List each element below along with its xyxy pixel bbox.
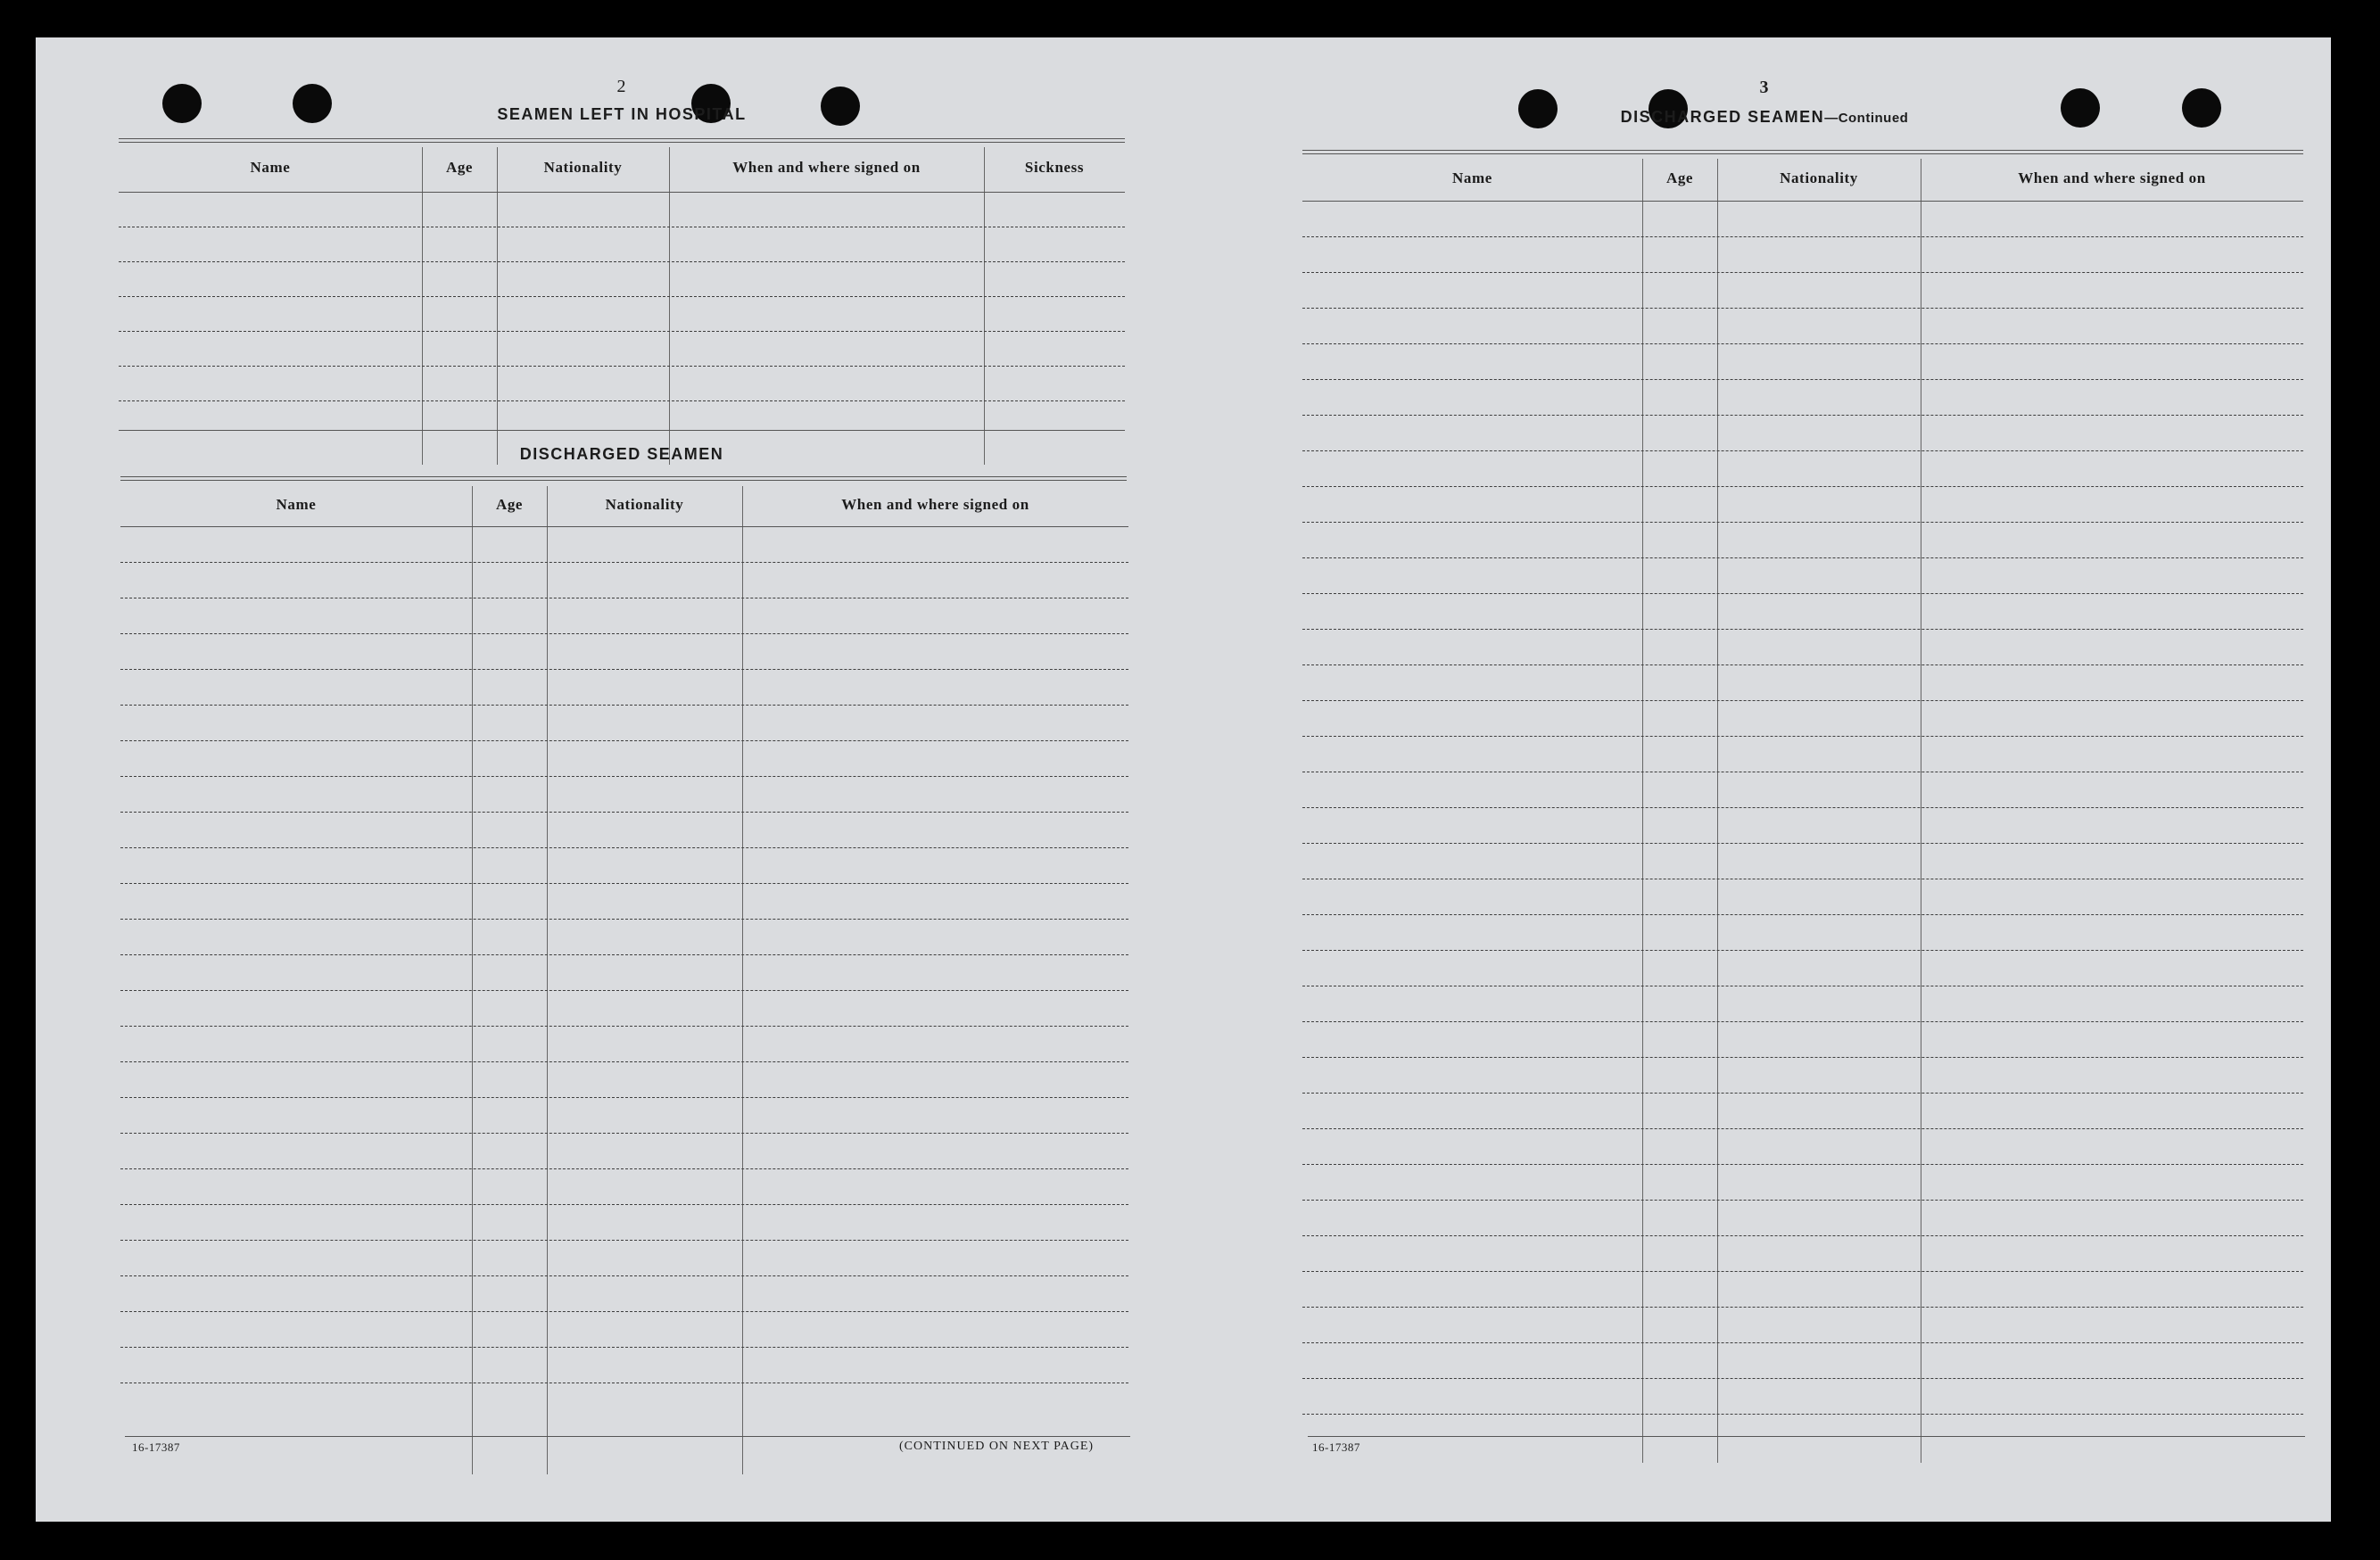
discharged-continued-table	[1302, 159, 2303, 1463]
table-row[interactable]	[1302, 1021, 2303, 1022]
table-row[interactable]	[1302, 379, 2303, 380]
discharged-table	[120, 486, 1128, 1474]
column-divider	[742, 486, 743, 1474]
table-row[interactable]	[119, 296, 1125, 297]
table-row[interactable]	[1302, 1057, 2303, 1058]
table-row[interactable]	[1302, 236, 2303, 237]
punch-hole	[2061, 88, 2100, 128]
discharged-section-title: DISCHARGED SEAMEN	[519, 445, 724, 463]
header-underline	[120, 526, 1128, 527]
table-row[interactable]	[1302, 486, 2303, 487]
column-header: Age	[1665, 169, 1694, 186]
form-number: 16-17387	[132, 1440, 180, 1454]
table-row[interactable]	[119, 261, 1125, 262]
table-row[interactable]	[120, 847, 1128, 848]
continued-note: (CONTINUED ON NEXT PAGE)	[899, 1440, 1095, 1453]
table-row[interactable]	[1302, 1414, 2303, 1415]
header-rule	[1302, 150, 2303, 154]
discharged-continued-title	[1621, 108, 1909, 127]
column-divider	[422, 147, 423, 465]
table-row[interactable]	[120, 1311, 1128, 1312]
table-row[interactable]	[1302, 1271, 2303, 1272]
table-row[interactable]	[120, 705, 1128, 706]
column-divider	[1717, 159, 1718, 1463]
title-suffix: —Continued	[1824, 111, 1909, 126]
column-divider	[984, 147, 985, 465]
table-row[interactable]	[120, 1204, 1128, 1205]
column-header: When and where signed on	[732, 159, 921, 176]
title-text: DISCHARGED SEAMEN	[1620, 108, 1825, 126]
table-row[interactable]	[120, 740, 1128, 741]
table-row[interactable]	[1302, 1307, 2303, 1308]
hospital-section-title: SEAMEN LEFT IN HOSPITAL	[497, 105, 747, 123]
column-divider	[497, 147, 498, 465]
table-row[interactable]	[1302, 1342, 2303, 1343]
column-divider	[547, 486, 548, 1474]
header-underline	[119, 192, 1125, 193]
table-row[interactable]	[1302, 1200, 2303, 1201]
column-divider	[472, 486, 473, 1474]
table-row[interactable]	[120, 1240, 1128, 1241]
table-row[interactable]	[120, 954, 1128, 955]
table-row[interactable]	[1302, 1235, 2303, 1236]
column-header: Nationality	[1780, 169, 1858, 186]
table-row[interactable]	[119, 366, 1125, 367]
bottom-rule	[1308, 1436, 2305, 1437]
table-row[interactable]	[1302, 450, 2303, 451]
bottom-rule	[125, 1436, 1130, 1437]
column-header: Nationality	[543, 159, 623, 176]
punch-hole	[293, 84, 332, 123]
header-underline	[1302, 201, 2303, 202]
table-row[interactable]	[120, 990, 1128, 991]
table-row[interactable]	[1302, 343, 2303, 344]
page-number: 3	[1759, 78, 1770, 97]
table-row[interactable]	[120, 669, 1128, 670]
table-row[interactable]	[1302, 664, 2303, 665]
table-row[interactable]	[120, 1026, 1128, 1027]
section-rule	[119, 430, 1125, 431]
table-row[interactable]	[1302, 700, 2303, 701]
table-row[interactable]	[1302, 272, 2303, 273]
form-number: 16-17387	[1312, 1440, 1360, 1454]
table-row[interactable]	[120, 776, 1128, 777]
left-page	[36, 37, 1186, 1522]
table-row[interactable]	[120, 1061, 1128, 1062]
table-row[interactable]	[119, 400, 1125, 401]
table-row[interactable]	[1302, 1378, 2303, 1379]
table-row[interactable]	[120, 633, 1128, 634]
column-header: When and where signed on	[2018, 169, 2206, 186]
table-row[interactable]	[120, 1097, 1128, 1098]
column-header: Sickness	[1024, 159, 1085, 176]
table-row[interactable]	[119, 331, 1125, 332]
header-rule	[120, 476, 1127, 481]
form-sheet	[36, 37, 2331, 1522]
table-row[interactable]	[1302, 807, 2303, 808]
column-header: Name	[250, 159, 291, 176]
table-row[interactable]	[1302, 308, 2303, 309]
table-row[interactable]	[1302, 1164, 2303, 1165]
table-row[interactable]	[1302, 557, 2303, 558]
hospital-table	[119, 147, 1125, 465]
table-row[interactable]	[120, 1347, 1128, 1348]
table-row[interactable]	[1302, 914, 2303, 915]
table-row[interactable]	[120, 883, 1128, 884]
table-row[interactable]	[120, 1275, 1128, 1276]
table-row[interactable]	[120, 562, 1128, 563]
page-number: 2	[616, 77, 627, 96]
header-rule	[119, 138, 1125, 143]
table-row[interactable]	[1302, 593, 2303, 594]
column-divider	[1642, 159, 1643, 1463]
punch-hole	[162, 84, 202, 123]
right-page	[1186, 37, 2331, 1522]
table-row[interactable]	[1302, 736, 2303, 737]
column-header: Age	[445, 159, 474, 176]
column-header: Nationality	[605, 495, 684, 513]
table-row[interactable]	[1302, 950, 2303, 951]
table-row[interactable]	[1302, 522, 2303, 523]
table-row[interactable]	[1302, 843, 2303, 844]
table-row[interactable]	[120, 1133, 1128, 1134]
table-row[interactable]	[1302, 1128, 2303, 1129]
punch-hole	[2182, 88, 2221, 128]
column-header: Name	[1452, 169, 1492, 186]
column-header: Age	[495, 495, 524, 513]
table-row[interactable]	[1302, 1093, 2303, 1094]
column-divider	[669, 147, 670, 465]
punch-hole	[821, 87, 860, 126]
table-row[interactable]	[1302, 629, 2303, 630]
table-row[interactable]	[120, 1168, 1128, 1169]
column-header: Name	[276, 495, 317, 513]
column-header: When and where signed on	[841, 495, 1029, 513]
table-row[interactable]	[120, 919, 1128, 920]
table-row[interactable]	[1302, 415, 2303, 416]
table-row[interactable]	[120, 812, 1128, 813]
punch-hole	[1518, 89, 1558, 128]
